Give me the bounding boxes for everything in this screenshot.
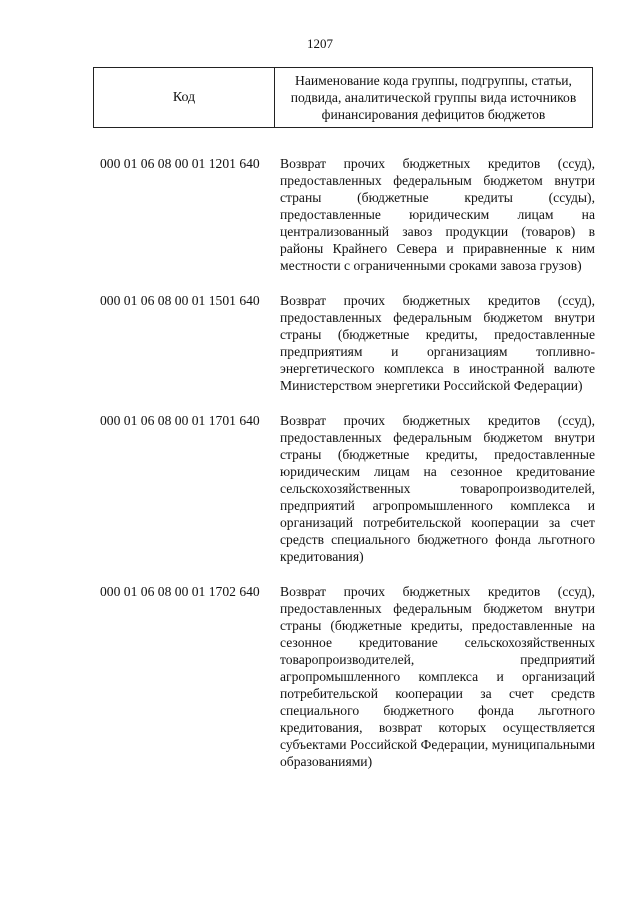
entry-code: 000 01 06 08 00 01 1701 640 (100, 413, 260, 428)
entry-text: Возврат прочих бюджетных кредитов (ссуд), предоставленных федеральным бюджетом внутри страны (бюджетные кредиты, предоставленные предприятиям и организациям топливно-энергетического комплекса в иностранной валюте Министерством энергетики Российской Федерации) (280, 293, 595, 393)
entry-code: 000 01 06 08 00 01 1501 640 (100, 293, 260, 308)
list-item (100, 583, 595, 770)
entry-text: Возврат прочих бюджетных кредитов (ссуд), предоставленных федеральным бюджетом внутри страны (бюджетные кредиты (ссуды), предоставленные юридическим лицам на централизованный завоз продукции (товаров) в районы Крайнего Севера и приравненные к ним местности с ограниченными сроками завоза грузов) (280, 156, 595, 273)
entry-text: Возврат прочих бюджетных кредитов (ссуд), предоставленных федеральным бюджетом внутри страны (бюджетные кредиты, предоставленные юридическим лицам на сезонное кредитование сельскохозяйственных товаропроизводителей, предприятий агропромышленного комплекса и организаций потребительской кооперации за счет средств специального бюджетного фонда льготного кредитования) (280, 413, 595, 564)
list-item (100, 412, 595, 565)
page-number: 1207 (307, 36, 333, 51)
entry-text: Возврат прочих бюджетных кредитов (ссуд), предоставленных федеральным бюджетом внутри страны (бюджетные кредиты, предоставленные на сезонное кредитование сельскохозяйственных товаропроизводителей, предприятий агропромышленного комплекса и организаций потребительской кооперации за счет средств специального бюджетного фонда льготного кредитования, возврат которых осуществляется субъектами Российской Федерации, муниципальными образованиями) (280, 584, 595, 769)
header-code-column: Код (94, 68, 275, 127)
entry-code: 000 01 06 08 00 01 1702 640 (100, 584, 260, 599)
header-name-column: Наименование кода группы, подгруппы, статьи, подвида, аналитической группы вида источников финансирования дефицитов бюджетов (290, 73, 577, 122)
entries-list (100, 155, 595, 788)
list-item (100, 292, 595, 394)
entry-code: 000 01 06 08 00 01 1201 640 (100, 156, 260, 171)
list-item (100, 155, 595, 274)
table-header (93, 67, 593, 128)
